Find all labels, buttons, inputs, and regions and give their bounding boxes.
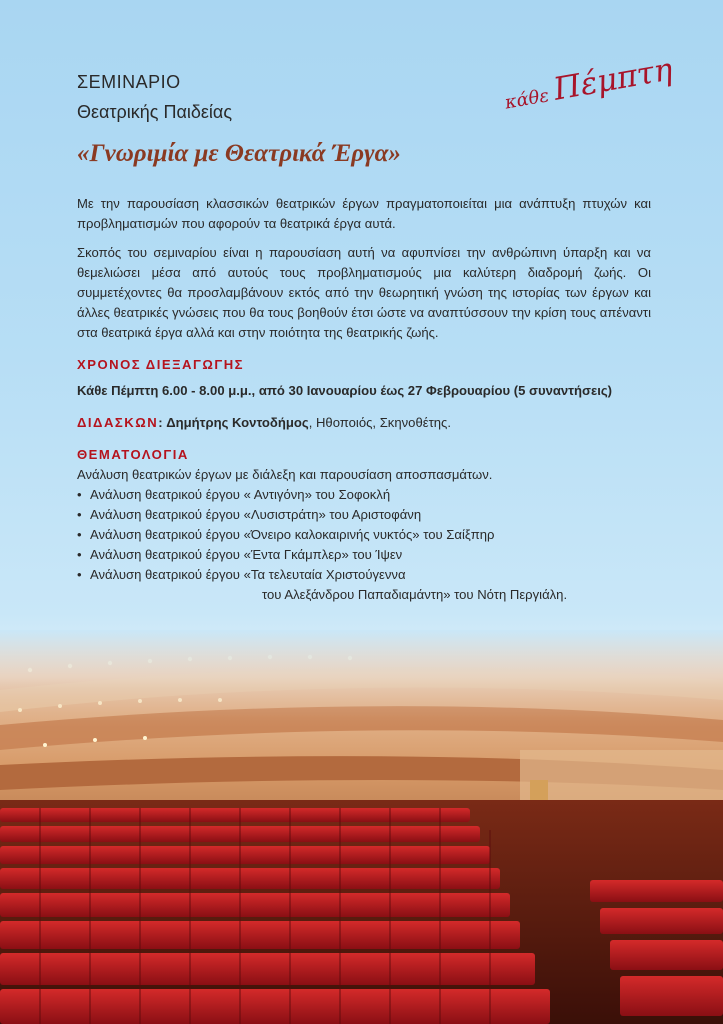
topics-intro: Ανάλυση θεατρικών έργων με διάλεξη και παρουσίαση αποσπασμάτων. [77, 467, 493, 482]
topic-item: • Ανάλυση θεατρικού έργου «Έντα Γκάμπλερ» του Ίψεν [77, 545, 651, 565]
topic-item: • Ανάλυση θεατρικού έργου «Τα τελευταία Χριστούγεννα [77, 565, 651, 585]
topic-item: • Ανάλυση θεατρικού έργου « Αντιγόνη» του Σοφοκλή [77, 485, 651, 505]
topics-list [77, 485, 651, 605]
theatre-auditorium-image [0, 630, 723, 1024]
every-word: κάθε [503, 85, 551, 114]
topics-section [77, 445, 651, 605]
topic-item-continuation: του Αλεξάνδρου Παπαδιαμάντη» του Νότη Περγιάλη. [262, 587, 568, 602]
header [77, 72, 232, 123]
schedule-section [77, 355, 651, 401]
thursday-word: Πέμπτη [550, 51, 676, 108]
seminar-kicker: ΣΕΜΙΝΑΡΙΟ [77, 72, 181, 92]
intro-paragraph-1: Με την παρουσίαση κλασσικών θεατρικών έργων πραγματοποιείται μια ανάπτυξη πτυχών και προβληματισμών που αφορούν τα θεατρικά έργα αυτά. [77, 196, 651, 231]
every-thursday-tagline [501, 51, 675, 116]
image-fade-overlay [0, 630, 723, 1024]
intro-paragraph-2: Σκοπός του σεμιναρίου είναι η παρουσίαση αυτή να αφυπνίσει την ανθρώπινη ύπαρξη και να θεμελιώσει μέσα από αυτούς τους προβληματισμούς μια καλύτερη διαδρομή ζωής. Οι συμμετέχοντες θα προσλαμβάνουν εκτός από την θεωρητική γνώση της ιστορίας των έργων και άλλες θεατρικές γνώσεις που θα τους βοηθούν έτσι ώστε να αναπτύσσουν την κρίση τους απέναντι στα θεατρικά έργα αλλά και στην ποιότητα της θεατρικής ζωής. [77, 245, 651, 340]
content [77, 194, 651, 605]
page-title: «Γνωριμία με Θεατρικά Έργα» [77, 140, 401, 167]
instructor-heading: ΔΙΔΑΣΚΩΝ [77, 415, 159, 430]
instructor-section [77, 413, 651, 433]
instructor-name: Δημήτρης Κοντοδήμος [166, 415, 309, 430]
instructor-separator: : [158, 415, 163, 430]
topic-item: • Ανάλυση θεατρικού έργου «Λυσιστράτη» του Αριστοφάνη [77, 505, 651, 525]
schedule-text: Κάθε Πέμπτη 6.00 - 8.00 μ.μ., από 30 Ιανουαρίου έως 27 Φεβρουαρίου (5 συναντήσεις) [77, 383, 613, 398]
schedule-heading: ΧΡΟΝΟΣ ΔΙΕΞΑΓΩΓΗΣ [77, 357, 245, 372]
theatre-illustration [0, 630, 723, 1024]
topic-item: • Ανάλυση θεατρικού έργου «Όνειρο καλοκαιρινής νυκτός» του Σαίξπηρ [77, 525, 651, 545]
topics-heading: ΘΕΜΑΤΟΛΟΓΙΑ [77, 447, 189, 462]
instructor-role: , Ηθοποιός, Σκηνοθέτης. [308, 415, 451, 430]
seminar-subtitle: Θεατρικής Παιδείας [77, 102, 232, 122]
